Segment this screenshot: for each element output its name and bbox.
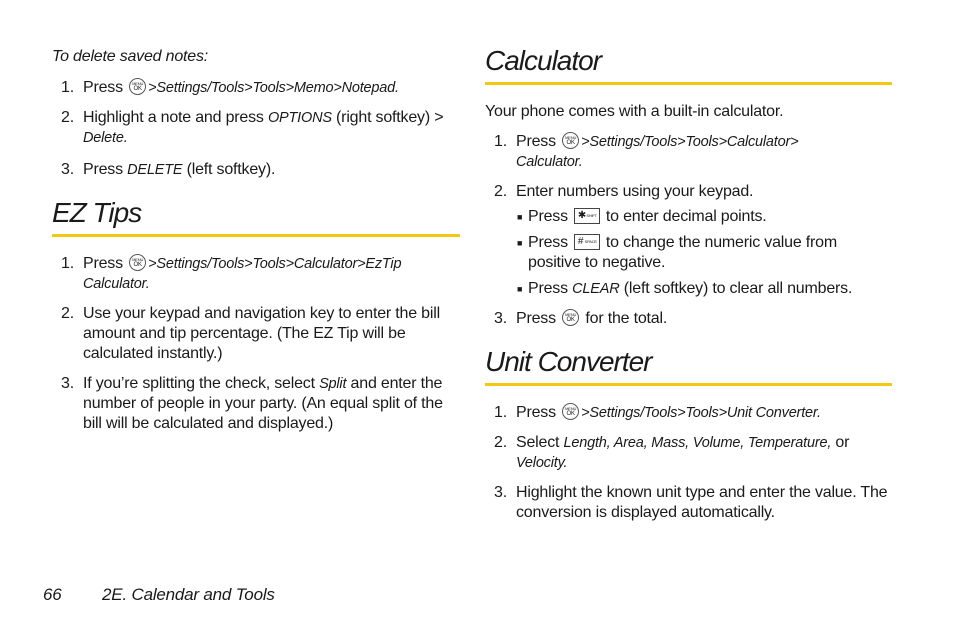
shift-key-icon: ✱ SHIFT bbox=[574, 208, 600, 224]
menu-path: >Settings/Tools>Tools>Unit Converter. bbox=[581, 405, 821, 421]
menu-path: >Settings/Tools>Tools>Memo>Notepad. bbox=[148, 80, 399, 96]
delete-notes-label: To delete saved notes: bbox=[52, 48, 209, 65]
page-number: 66 bbox=[43, 585, 62, 604]
space-key-icon: # SPACE bbox=[574, 234, 600, 250]
calculator-heading: Calculator bbox=[485, 44, 892, 85]
menu-path: >Settings/Tools>Tools>Calculator> bbox=[581, 134, 799, 150]
menu-ok-key-icon: MENU OK bbox=[562, 132, 579, 149]
menu-ok-key-icon: MENU OK bbox=[562, 309, 579, 326]
unit-converter-heading: Unit Converter bbox=[485, 345, 892, 386]
menu-ok-key-icon: MENU OK bbox=[562, 403, 579, 420]
section-title: 2E. Calendar and Tools bbox=[102, 585, 275, 604]
menu-ok-key-icon: MENU OK bbox=[129, 78, 146, 95]
menu-path: >Settings/Tools>Tools>Calculator>EzTip bbox=[148, 256, 402, 272]
page-footer bbox=[43, 585, 275, 605]
ez-tips-heading: EZ Tips bbox=[52, 196, 460, 237]
menu-ok-key-icon: MENU OK bbox=[129, 254, 146, 271]
